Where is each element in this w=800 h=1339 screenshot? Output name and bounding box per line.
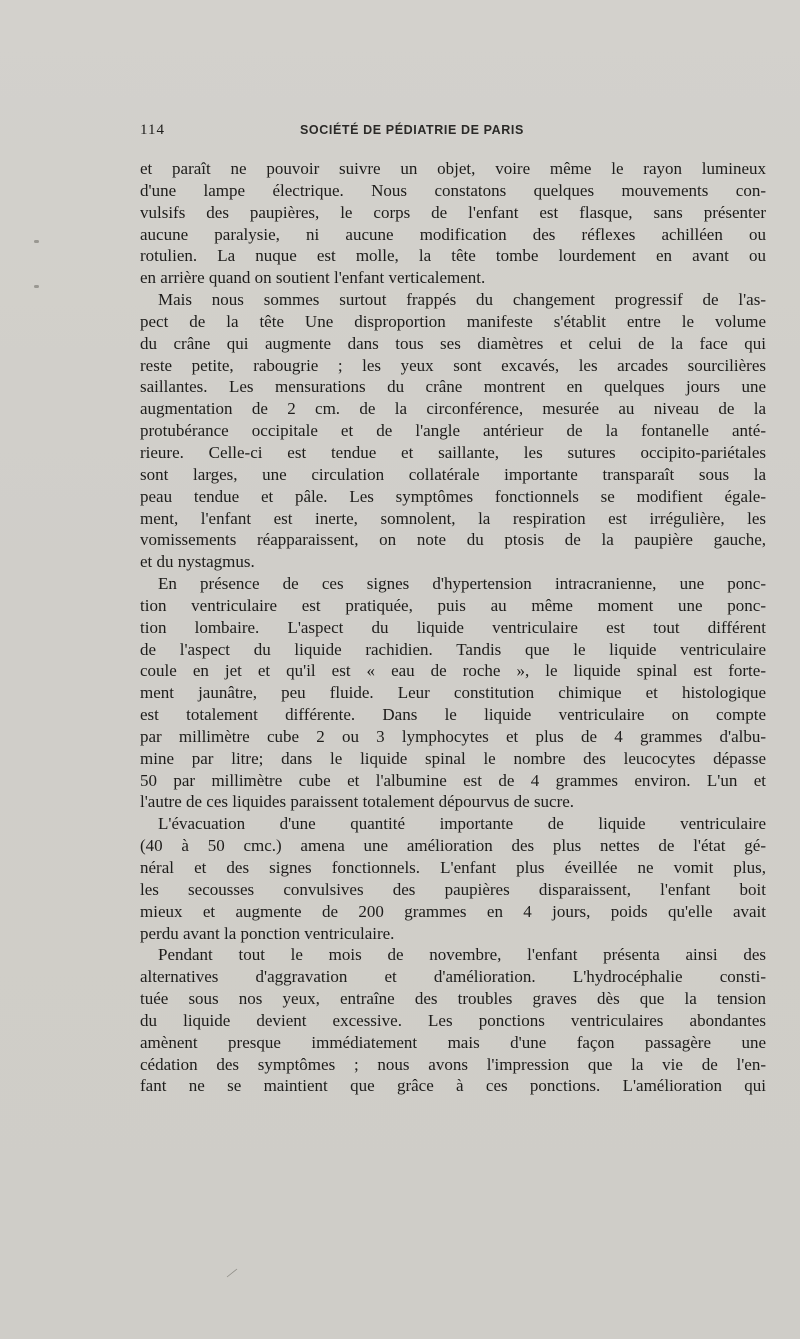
text-line: L'évacuation d'une quantité importante de liquide ventriculaire bbox=[158, 814, 766, 834]
text-line: du crâne qui augmente dans tous ses diamètres et celui de la face qui bbox=[140, 333, 766, 353]
text-line: l'autre de ces liquides paraissent totalement dépourvus de sucre. bbox=[140, 792, 575, 812]
text-line: cédation des symptômes ; nous avons l'impression que la vie de l'en- bbox=[140, 1054, 766, 1074]
page-number: 114 bbox=[140, 122, 165, 138]
margin-mark bbox=[34, 240, 39, 243]
paragraph bbox=[140, 158, 766, 289]
text-line: coule en jet et qu'il est « eau de roche », le liquide spinal est forte- bbox=[140, 661, 766, 681]
stray-mark-icon bbox=[226, 1268, 238, 1278]
margin-mark bbox=[34, 285, 39, 288]
text-line: de l'aspect du liquide rachidien. Tandis que le liquide ventriculaire bbox=[140, 639, 766, 659]
text-line: est totalement différente. Dans le liquide ventriculaire on compte bbox=[140, 705, 766, 725]
text-line: néral et des signes fonctionnels. L'enfant plus éveillée ne vomit plus, bbox=[140, 858, 766, 877]
text-line: mieux et augmente de 200 grammes en 4 jours, poids qu'elle avait bbox=[140, 901, 766, 921]
text-line: (40 à 50 cmc.) amena une amélioration des plus nettes de l'état gé- bbox=[140, 836, 766, 856]
running-title: SOCIÉTÉ DE PÉDIATRIE DE PARIS bbox=[300, 123, 524, 137]
text-line: tuée sous nos yeux, entraîne des troubles graves dès que la tension bbox=[140, 989, 766, 1009]
text-line: Pendant tout le mois de novembre, l'enfant présenta ainsi des bbox=[158, 945, 766, 965]
text-line: pect de la tête Une disproportion manifeste s'établit entre le volume bbox=[140, 311, 766, 331]
page-header bbox=[140, 122, 760, 142]
text-line: tion ventriculaire est pratiquée, puis au même moment une ponc- bbox=[140, 595, 766, 615]
text-line: alternatives d'aggravation et d'amélioration. L'hydrocéphalie consti- bbox=[140, 967, 766, 987]
text-line: et du nystagmus. bbox=[140, 552, 255, 572]
text-line: vulsifs des paupières, le corps de l'enfant est flasque, sans présenter bbox=[140, 202, 766, 222]
body-text bbox=[140, 158, 766, 1097]
text-line: augmentation de 2 cm. de la circonférence, mesurée au niveau de la bbox=[140, 399, 766, 419]
text-line: rieure. Celle-ci est tendue et saillante, les sutures occipito-pariétales bbox=[140, 442, 766, 462]
paragraph bbox=[140, 573, 766, 813]
text-line: aucune paralysie, ni aucune modification des réflexes achilléen ou bbox=[140, 224, 766, 244]
paragraph bbox=[140, 813, 766, 944]
text-line: saillantes. Les mensurations du crâne montrent en quelques jours une bbox=[140, 377, 766, 397]
text-line: rotulien. La nuque est molle, la tête tombe lourdement en avant ou bbox=[140, 246, 766, 266]
text-line: tion lombaire. L'aspect du liquide ventriculaire est tout différent bbox=[140, 617, 766, 637]
text-line: mine par litre; dans le liquide spinal le nombre des leucocytes dépasse bbox=[140, 748, 766, 768]
text-line: amènent presque immédiatement mais d'une façon passagère une bbox=[140, 1032, 766, 1052]
text-line: ment jaunâtre, peu fluide. Leur constitution chimique et histologique bbox=[140, 683, 766, 703]
text-line: du liquide devient excessive. Les ponctions ventriculaires abondantes bbox=[140, 1010, 766, 1030]
text-line: ment, l'enfant est inerte, somnolent, la respiration est irrégulière, les bbox=[140, 508, 766, 528]
text-line: protubérance occipitale et de l'angle antérieur de la fontanelle anté- bbox=[140, 421, 766, 441]
text-line: En présence de ces signes d'hypertension intracranienne, une ponc- bbox=[158, 574, 766, 594]
text-line: par millimètre cube 2 ou 3 lymphocytes et plus de 4 grammes d'albu- bbox=[140, 726, 766, 746]
text-line: vomissements réapparaissent, on note du ptosis de la paupière gauche, bbox=[140, 530, 766, 550]
text-line: fant ne se maintient que grâce à ces ponctions. L'amélioration qui bbox=[140, 1076, 766, 1096]
text-line: d'une lampe électrique. Nous constatons quelques mouvements con- bbox=[140, 180, 766, 200]
text-line: peau tendue et pâle. Les symptômes fonctionnels se modifient égale- bbox=[140, 486, 766, 506]
paragraph bbox=[140, 944, 766, 1097]
text-line: et paraît ne pouvoir suivre un objet, voire même le rayon lumineux bbox=[140, 159, 766, 178]
text-line: en arrière quand on soutient l'enfant verticalement. bbox=[140, 268, 486, 288]
text-line: les secousses convulsives des paupières disparaissent, l'enfant boit bbox=[140, 879, 766, 899]
text-line: reste petite, rabougrie ; les yeux sont excavés, les arcades sourcilières bbox=[140, 355, 766, 375]
text-line: perdu avant la ponction ventriculaire. bbox=[140, 923, 395, 943]
text-line: Mais nous sommes surtout frappés du changement progressif de l'as- bbox=[158, 290, 766, 310]
text-line: sont larges, une circulation collatérale importante transparaît sous la bbox=[140, 464, 766, 484]
paragraph bbox=[140, 289, 766, 573]
text-line: 50 par millimètre cube et l'albumine est de 4 grammes environ. L'un et bbox=[140, 770, 766, 790]
